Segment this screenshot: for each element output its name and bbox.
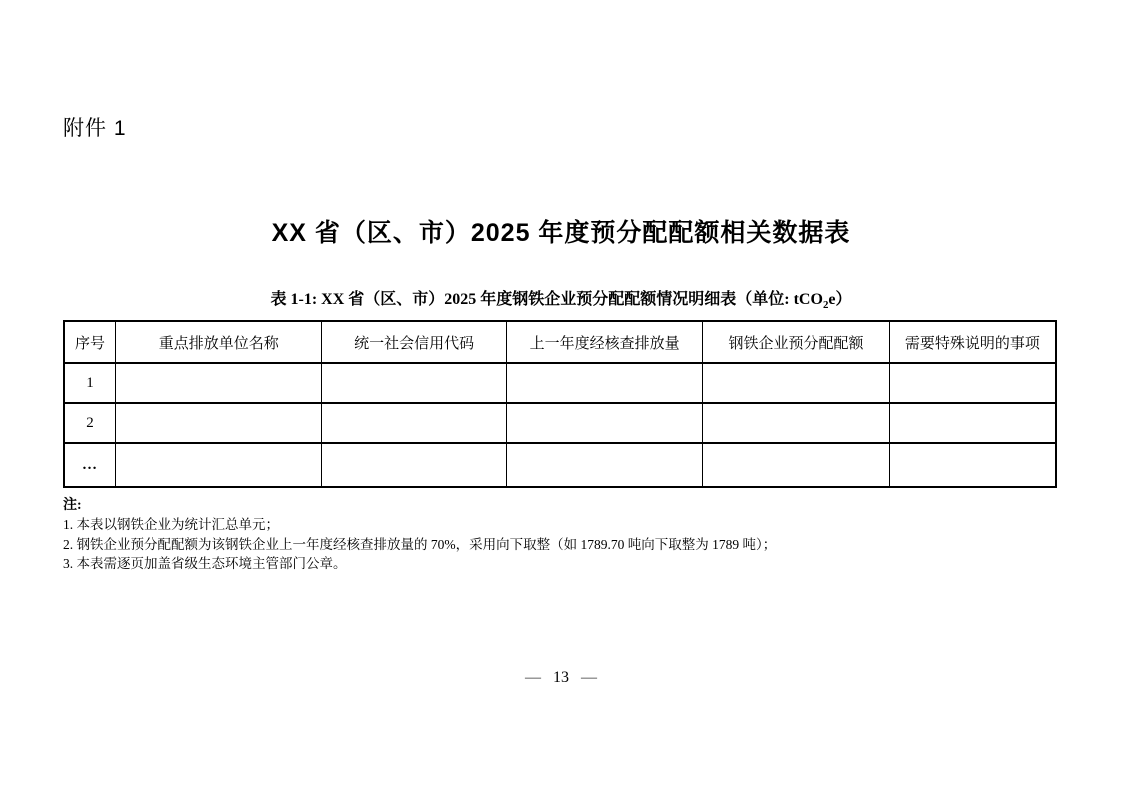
- header-special-notes: 需要特殊说明的事项: [889, 321, 1056, 363]
- cell-pre-allocated-quota: [703, 363, 889, 403]
- allocation-table: [63, 320, 1057, 488]
- note-item-1: 1. 本表以钢铁企业为统计汇总单元；: [63, 517, 279, 532]
- attachment-label: 附件 1: [63, 117, 127, 140]
- table-row: [64, 443, 1056, 487]
- cell-special-notes: [889, 363, 1056, 403]
- row-number: …: [64, 443, 116, 487]
- table-header-row: [64, 321, 1056, 363]
- cell-verified-emissions: [506, 403, 702, 443]
- note-item-3: 3. 本表需逐页加盖省级生态环境主管部门公章。: [63, 556, 347, 571]
- cell-pre-allocated-quota: [703, 403, 889, 443]
- cell-pre-allocated-quota: [703, 443, 889, 487]
- table-caption: [0, 286, 1122, 311]
- table-row: [64, 403, 1056, 443]
- notes-section: [63, 496, 963, 574]
- cell-unit-name: [116, 443, 322, 487]
- footer-left-dash: —: [525, 669, 541, 686]
- cell-unit-name: [116, 363, 322, 403]
- page-title: XX 省（区、市）2025 年度预分配配额相关数据表: [271, 218, 851, 247]
- row-number: 2: [64, 403, 116, 443]
- header-credit-code: 统一社会信用代码: [322, 321, 507, 363]
- cell-credit-code: [322, 443, 507, 487]
- cell-unit-name: [116, 403, 322, 443]
- table-caption-text: 表 1-1: XX 省（区、市）2025 年度钢铁企业预分配配额情况明细表（单位: tCO: [270, 291, 823, 308]
- page-footer: [0, 669, 1122, 687]
- caption-subscript: 2: [822, 299, 829, 311]
- allocation-table-container: [63, 320, 1057, 488]
- header-serial-number: 序号: [64, 321, 116, 363]
- header-pre-allocated-quota: 钢铁企业预分配配额: [703, 321, 889, 363]
- table-caption-suffix: e）: [828, 291, 852, 308]
- cell-verified-emissions: [506, 363, 702, 403]
- cell-credit-code: [322, 403, 507, 443]
- header-unit-name: 重点排放单位名称: [116, 321, 322, 363]
- cell-special-notes: [889, 403, 1056, 443]
- row-number: 1: [64, 363, 116, 403]
- page-number-value: 13: [553, 669, 569, 686]
- cell-special-notes: [889, 443, 1056, 487]
- note-item-2: 2. 钢铁企业预分配配额为该钢铁企业上一年度经核查排放量的 70%，采用向下取整（如 1789.70 吨向下取整为 1789 吨）；: [63, 536, 777, 552]
- header-verified-emissions: 上一年度经核查排放量: [506, 321, 702, 363]
- notes-title: 注:: [63, 498, 82, 513]
- table-row: [64, 363, 1056, 403]
- cell-verified-emissions: [506, 443, 702, 487]
- cell-credit-code: [322, 363, 507, 403]
- footer-right-dash: —: [581, 669, 597, 686]
